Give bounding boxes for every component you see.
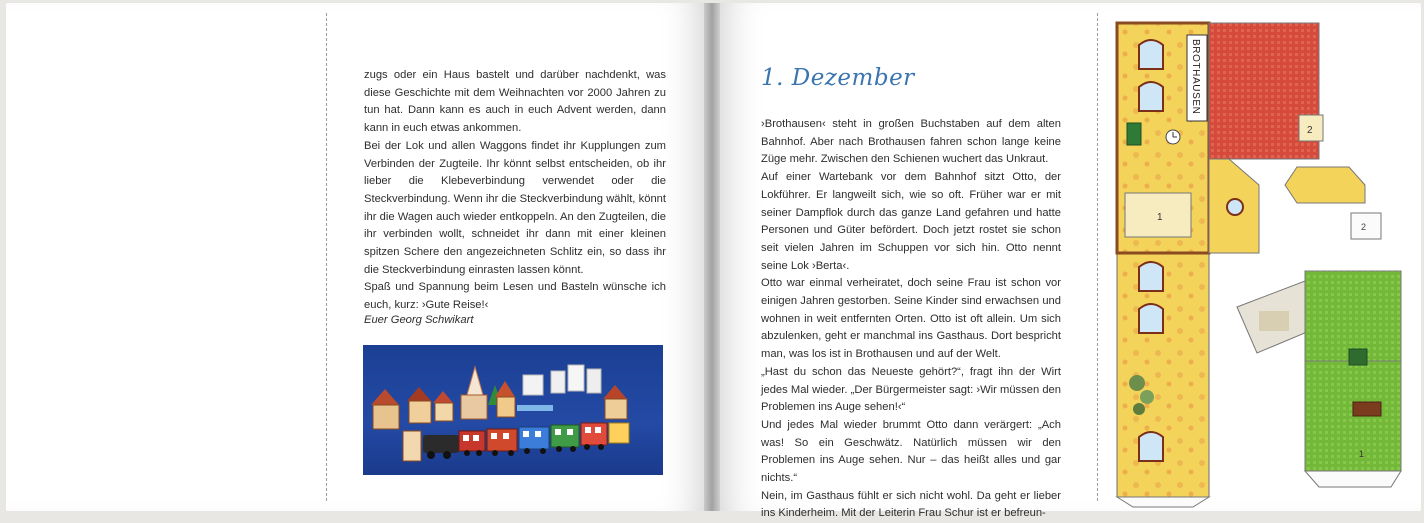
left-page bbox=[6, 3, 712, 511]
left-cut-line bbox=[326, 13, 327, 501]
right-paragraph-1: ›Brothausen‹ steht in großen Buchstaben auf dem alten Bahnhof. Aber nach Brothausen fahren schon lange keine Züge mehr. Zwischen den Schienen wuchert das Unkraut. bbox=[761, 118, 1061, 166]
tab-number-2: 2 bbox=[1307, 125, 1313, 136]
station-sign-text: BROTHAUSEN bbox=[1190, 39, 1201, 115]
left-paragraph-2: Bei der Lok und allen Waggons findet ihr Kupplungen zum Verbinden der Zugteile. Ihr könnt selbst entscheiden, ob ihr lieber die Klebeverbindung verwendet oder die Steckverbindung. Wenn ihr die Steckverbindung wählt, könnt ihr die Wagen auch wieder entkoppeln. An den Zugteilen, die ihr verbinden wollt, schneidet ihr dann mit einer kleinen spitzen Schere den angezeichneten Schlitz ein, so dass ihr die Steckverbindung einrasten lassen könnt. bbox=[364, 139, 666, 276]
author-signature: Euer Georg Schwikart bbox=[364, 314, 474, 326]
paper-village-illustration bbox=[363, 345, 663, 475]
tab-number-1: 1 bbox=[1157, 212, 1163, 223]
left-page-text bbox=[364, 67, 666, 315]
book-spine bbox=[704, 3, 720, 511]
chapter-title: 1. Dezember bbox=[761, 65, 915, 91]
paper-village-photo bbox=[363, 345, 663, 475]
right-page bbox=[712, 3, 1421, 520]
right-page-text bbox=[761, 116, 1061, 523]
right-paragraph-3: Otto war einmal verheiratet, doch seine Frau ist schon vor einigen Jahren gestorben. Seine Kinder sind erwachsen und wohnen in weit entfernten Orten. Otto ist oft allein. Um sich abzulenken, geht er manchmal ins Gasthaus. Dort bespricht man, was los ist in Brothausen und auf der Welt. bbox=[761, 277, 1061, 361]
right-paragraph-4: „Hast du schon das Neueste gehört?“, fragt ihn der Wirt jedes Mal wieder. „Der Bürgermeister sagt: ›Wir müssen den Problemen ins Auge sehen!‹“ bbox=[761, 365, 1061, 414]
tab-number-3: 2 bbox=[1361, 222, 1367, 232]
tab-number-4: 1 bbox=[1359, 449, 1365, 459]
right-paragraph-6: Nein, im Gasthaus fühlt er sich nicht wohl. Da geht er lieber ins Kinderheim. Mit der Leiterin Frau Schur ist er befreun- bbox=[761, 489, 1061, 520]
right-paragraph-5: Und jedes Mal wieder brummt Otto dann verärgert: „Ach was! So ein Geschwätz. Natürlich müssen wir den Problemen ins Auge sehen. Nur – das heißt alles und gar nichts.“ bbox=[761, 418, 1061, 485]
left-paragraph-3: Spaß und Spannung beim Lesen und Basteln wünsche ich euch, kurz: ›Gute Reise!‹ bbox=[364, 281, 666, 312]
left-paragraph-1: zugs oder ein Haus bastelt und darüber nachdenkt, was diese Geschichte mit dem Weihnachten vor 2000 Jahren zu tun hat. Dann kann es auch in euch Advent werden, dann kann in euch etwas ankommen. bbox=[364, 69, 666, 135]
station-cutout-sheet bbox=[1109, 17, 1419, 507]
right-paragraph-2: Auf einer Wartebank vor dem Bahnhof sitzt Otto, der Lokführer. Er langweilt sich, wie so oft. Früher war er mit seiner Dampflok durch das ganze Land gefahren und hatte Personen und Güter befördert. Doch jetzt rostet sie schon seit vielen Jahren im Schuppen vor sich hin. Otto nennt seine Lok ›Berta‹. bbox=[761, 171, 1061, 272]
right-cut-line bbox=[1097, 13, 1098, 501]
